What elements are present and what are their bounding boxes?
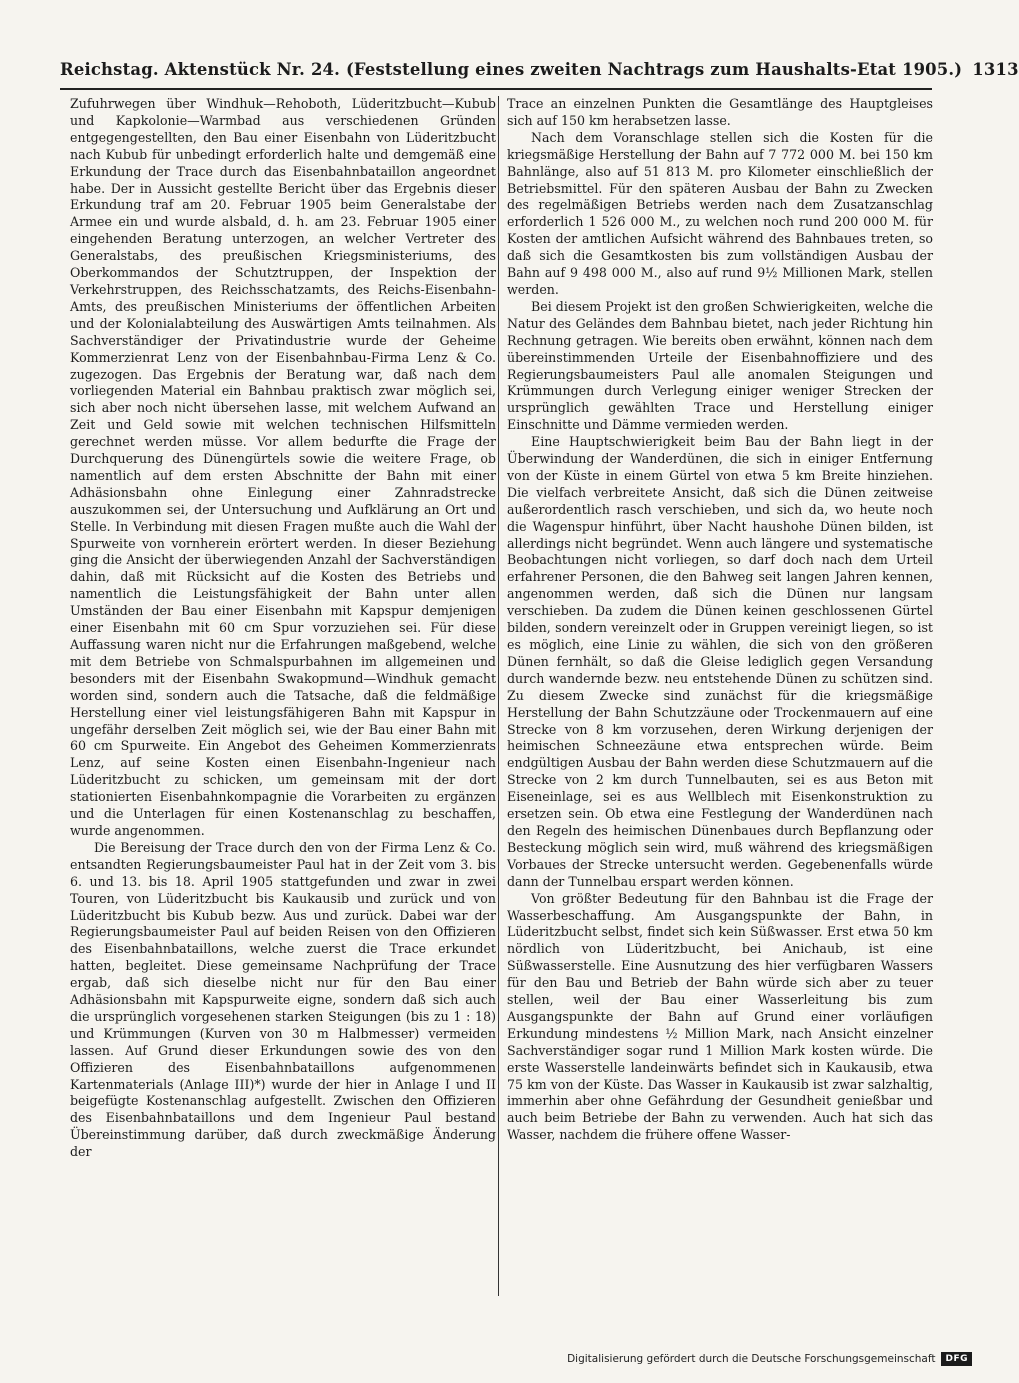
paragraph: Bei diesem Projekt ist den großen Schwierigkeiten, welche die Natur des Geländes dem Bahnbau bietet, nach jeder Richtung hin Rechnung getragen. Wie bereits oben erwähnt, können nach dem übereinstimmenden Urteile der Eisenbahnoffiziere und des Regierungsbaumeisters Paul alle anomalen Steigungen und Krümmungen durch Verlegung einiger weniger Strecken der ursprünglich gewählten Trace und Herstellung einiger Einschnitte und Dämme vermieden werden. <box>507 298 933 433</box>
digitization-footer <box>567 1349 972 1369</box>
paragraph: Nach dem Voranschlage stellen sich die Kosten für die kriegsmäßige Herstellung der Bahn auf 7 772 000 M. bei 150 km Bahnlänge, also auf 51 813 M. pro Kilometer einschließlich der Betriebsmittel. Für den späteren Ausbau der Bahn zu Zwecken des regelmäßigen Betriebs werden nach dem Zusatzanschlag erforderlich 1 526 000 M., zu welchen noch rund 200 000 M. für Kosten der amtlichen Aufsicht während des Bahnbaues treten, so daß sich die Gesamtkosten bis zum vollständigen Ausbau der Bahn auf 9 498 000 M., also auf rund 9½ Millionen Mark, stellen werden. <box>507 129 933 297</box>
right-column <box>507 96 933 1320</box>
page-number: 1313 <box>972 60 1019 79</box>
dfg-logo: DFG <box>941 1352 972 1366</box>
page-header <box>60 60 1019 86</box>
header-title: Reichstag. Aktenstück Nr. 24. (Feststellung eines zweiten Nachtrags zum Haushalts-Etat 1905.) <box>60 60 963 79</box>
left-column <box>70 96 496 1320</box>
paragraph: Von größter Bedeutung für den Bahnbau ist die Frage der Wasserbeschaffung. Am Ausgangspunkte der Bahn, in Lüderitzbucht selbst, findet sich kein Süßwasser. Erst etwa 50 km nördlich von Lüderitzbucht, bei Anichaub, ist eine Süßwasserstelle. Eine Ausnutzung des hier verfügbaren Wassers für den Bau und Betrieb der Bahn würde sich aber zu teuer stellen, weil der Bau einer Wasserleitung bis zum Ausgangspunkte der Bahn auf Grund einer vorläufigen Erkundung mindestens ½ Million Mark, nach Ansicht einzelner Sachverständiger sogar rund 1 Million Mark kosten würde. Die erste Wasserstelle landeinwärts befindet sich in Kaukausib, etwa 75 km von der Küste. Das Wasser in Kaukausib ist zwar salzhaltig, immerhin aber ohne Gefährdung der Gesundheit genießbar und auch beim Betriebe der Bahn zu verwenden. Auch hat sich das Wasser, nachdem die frühere offene Wasser- <box>507 890 933 1143</box>
header-rule <box>60 88 932 90</box>
paragraph: Trace an einzelnen Punkten die Gesamtlänge des Hauptgleises sich auf 150 km herabsetzen lasse. <box>507 96 933 128</box>
column-divider <box>498 96 499 1296</box>
footer-text: Digitalisierung gefördert durch die Deutsche Forschungsgemeinschaft <box>567 1353 936 1365</box>
paragraph: Eine Hauptschwierigkeit beim Bau der Bahn liegt in der Überwindung der Wanderdünen, die sich in einiger Entfernung von der Küste in einem Gürtel von etwa 5 km Breite hinziehen. Die vielfach verbreitete Ansicht, daß sich die Dünen zeitweise außerordentlich rasch verschieben, und sich da, wo heute noch die Wagenspur hinführt, über Nacht haushohe Dünen bilden, ist allerdings nicht begründet. Wenn auch längere und systematische Beobachtungen nicht vorliegen, so darf doch nach dem Urteil erfahrener Personen, die den Bahweg seit langen Jahren kennen, angenommen werden, daß sich die Dünen nur langsam verschieben. Da zudem die Dünen keinen geschlossenen Gürtel bilden, sondern vereinzelt oder in Gruppen vereinigt liegen, so ist es möglich, eine Linie zu wählen, die sich von den größeren Dünen fernhält, so daß die Gleise lediglich gegen Versandung durch wandernde bezw. neu entstehende Dünen zu schützen sind. Zu diesem Zwecke sind zunächst für die kriegsmäßige Herstellung der Bahn Schutzzäune oder Trockenmauern auf eine Strecke von 8 km vorzusehen, deren Wirkung derjenigen der heimischen Schneezäune etwa entsprechen würde. Beim endgültigen Ausbau der Bahn werden diese Schutzmauern auf die Strecke von 2 km durch Tunnelbauten, sei es aus Beton mit Eiseneinlage, sei es aus Wellblech mit Eisenkonstruktion zu ersetzen sein. Ob etwa eine Festlegung der Wanderdünen nach den Regeln des heimischen Dünenbaues durch Bepflanzung oder Besteckung möglich sein wird, muß während des kriegsmäßigen Vorbaues der Strecke untersucht werden. Gegebenenfalls würde dann der Tunnelbau erspart werden können. <box>507 434 933 889</box>
paragraph: Die Bereisung der Trace durch den von der Firma Lenz & Co. entsandten Regierungsbaumeister Paul hat in der Zeit vom 3. bis 6. und 13. bis 18. April 1905 stattgefunden und zwar in zwei Touren, von Lüderitzbucht bis Kaukausib und zurück und von Lüderitzbucht bis Kubub bezw. Aus und zurück. Dabei war der Regierungsbaumeister Paul auf beiden Reisen von den Offizieren des Eisenbahnbataillons, welche zuerst die Trace erkundet hatten, begleitet. Diese gemeinsame Nachprüfung der Trace ergab, daß sich dieselbe nicht nur für den Bau einer Adhäsionsbahn mit Kapspurweite eigne, sondern daß sich auch die ursprünglich vorgesehenen starken Steigungen (bis zu 1 : 18) und Krümmungen (Kurven von 30 m Halbmesser) vermeiden lassen. Auf Grund dieser Erkundungen sowie des von den Offizieren des Eisenbahnbataillons aufgenommenen Kartenmaterials (Anlage III)*) wurde der hier in Anlage I und II beigefügte Kostenanschlag aufgestellt. Zwischen den Offizieren des Eisenbahnbataillons und dem Ingenieur Paul bestand Übereinstimmung darüber, daß durch zweckmäßige Änderung der <box>70 839 496 1160</box>
paragraph: Zufuhrwegen über Windhuk—Rehoboth, Lüderitzbucht—Kubub und Kapkolonie—Warmbad aus verschiedenen Gründen entgegengestellten, den Bau einer Eisenbahn von Lüderitzbucht nach Kubub für unbedingt erforderlich halte und demgemäß eine Erkundung der Trace durch das Eisenbahnbataillon angeordnet habe. Der in Aussicht gestellte Bericht über das Ergebnis dieser Erkundung traf am 20. Februar 1905 beim Generalstabe der Armee ein und wurde alsbald, d. h. am 23. Februar 1905 einer eingehenden Beratung unterzogen, an welcher Vertreter des Generalstabs, des preußischen Kriegsministeriums, des Oberkommandos der Schutztruppen, der Inspektion der Verkehrstruppen, des Reichsschatzamts, des Reichs-Eisenbahn-Amts, des preußischen Ministeriums der öffentlichen Arbeiten und der Kolonialabteilung des Auswärtigen Amts teilnahmen. Als Sachverständiger der Privatindustrie wurde der Geheime Kommerzienrat Lenz von der Eisenbahnbau-Firma Lenz & Co. zugezogen. Das Ergebnis der Beratung war, daß nach dem vorliegenden Material ein Bahnbau praktisch zwar möglich sei, sich aber noch nicht übersehen lasse, mit welchem Aufwand an Zeit und Geld sowie mit welchen technischen Hilfsmitteln gerechnet werden müsse. Vor allem bedurfte die Frage der Durchquerung des Dünengürtels sowie die weitere Frage, ob namentlich auf dem ersten Abschnitte der Bahn mit einer Adhäsionsbahn ohne Einlegung einer Zahnradstrecke auszukommen sei, der Untersuchung und Aufklärung an Ort und Stelle. In Verbindung mit diesen Fragen mußte auch die Wahl der Spurweite von vornherein erörtert werden. In dieser Beziehung ging die Ansicht der überwiegenden Anzahl der Sachverständigen dahin, daß mit Rücksicht auf die Kosten des Betriebs und namentlich die Leistungsfähigkeit der Bahn unter allen Umständen der Bau einer Eisenbahn mit Kapspur demjenigen einer Eisenbahn mit 60 cm Spur vorzuziehen sei. Für diese Auffassung waren nicht nur die Erfahrungen maßgebend, welche mit dem Betriebe von Schmalspurbahnen im allgemeinen und besonders mit der Eisenbahn Swakopmund—Windhuk gemacht worden sind, sondern auch die Tatsache, daß die feldmäßige Herstellung einer viel leistungsfähigeren Bahn mit Kapspur in ungefähr derselben Zeit möglich sei, wie der Bau einer Bahn mit 60 cm Spurweite. Ein Angebot des Geheimen Kommerzienrats Lenz, auf seine Kosten einen Eisenbahn-Ingenieur nach Lüderitzbucht zu schicken, um gemeinsam mit der dort stationierten Eisenbahnkompagnie die Vorarbeiten zu ergänzen und die Unterlagen für einen Kostenanschlag zu beschaffen, wurde angenommen. <box>70 96 496 838</box>
